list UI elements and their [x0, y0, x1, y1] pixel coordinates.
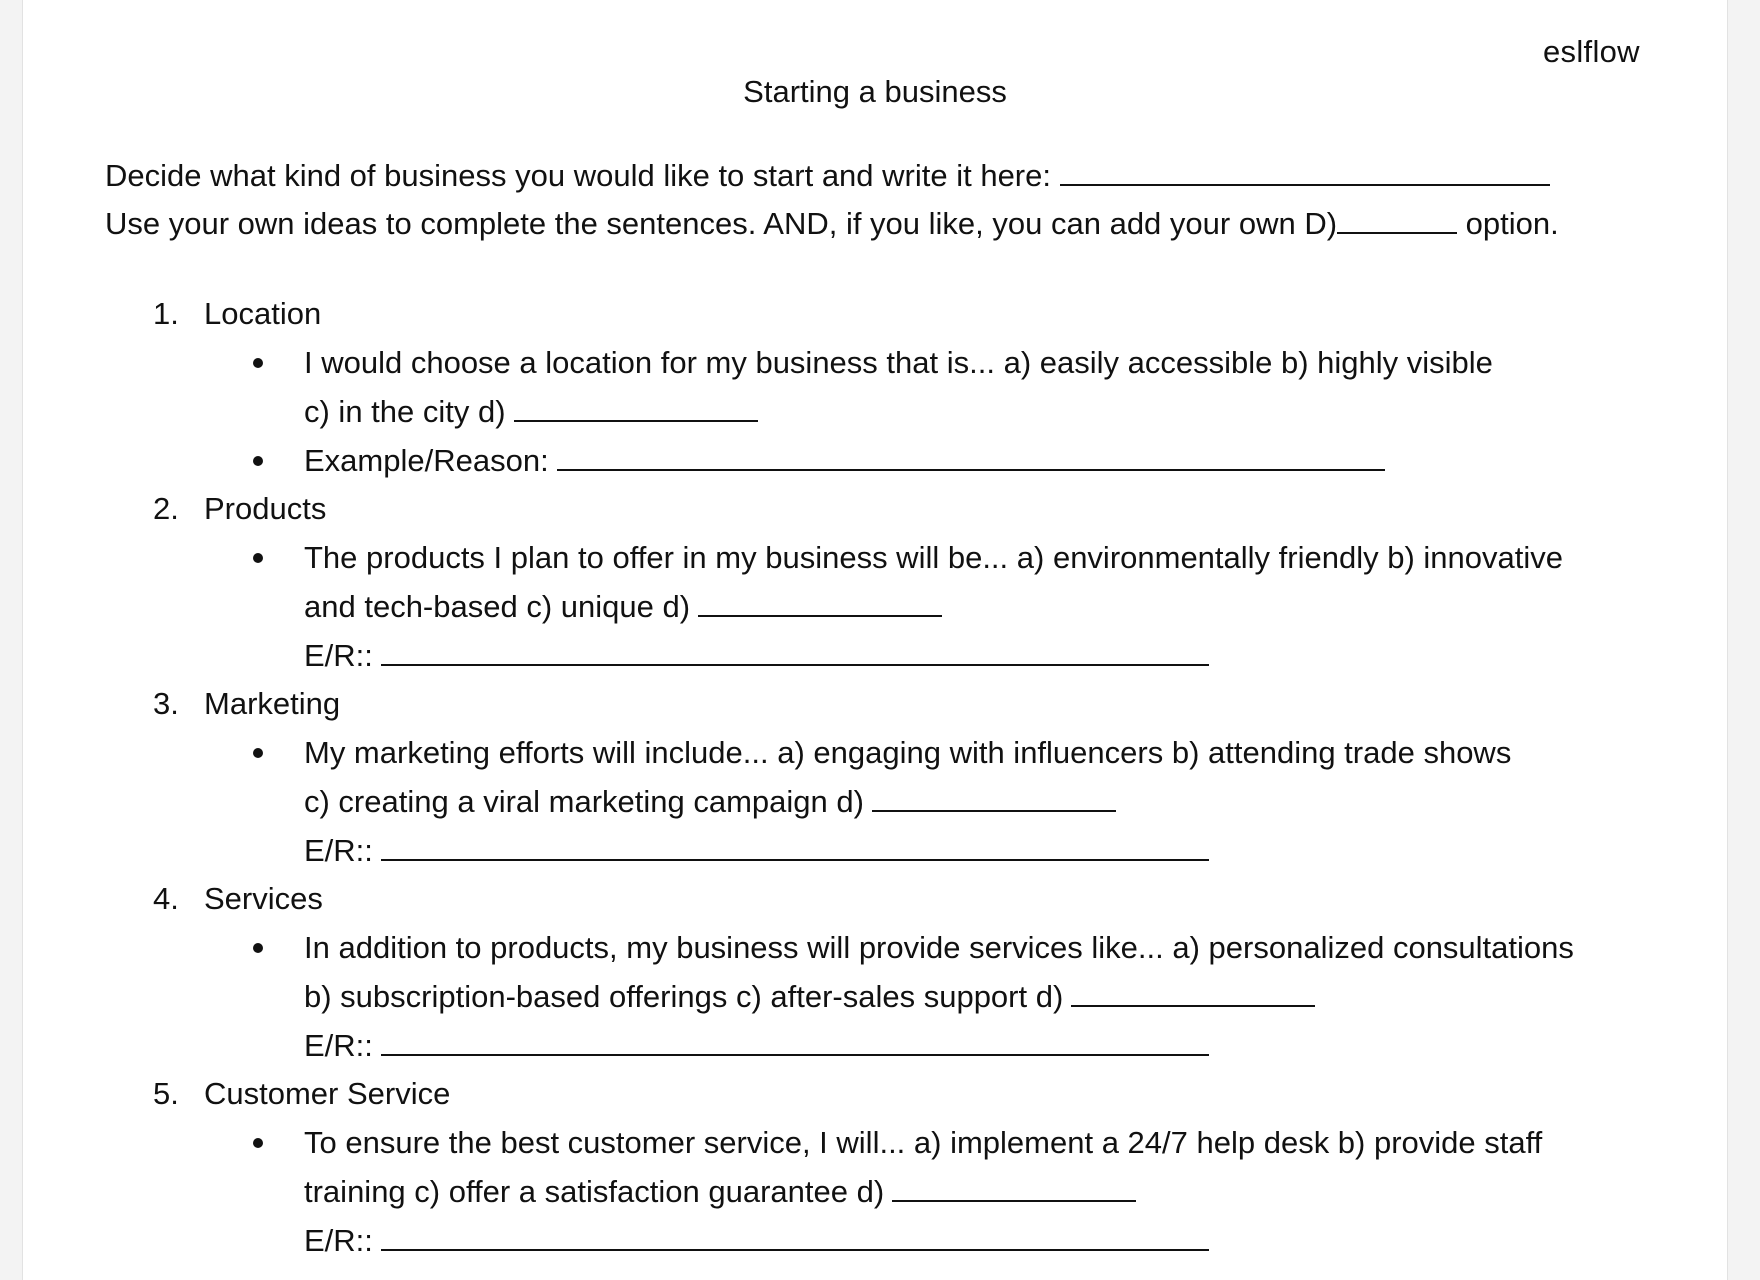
intro-text-2b: option. [1457, 206, 1559, 241]
reason-blank [381, 1221, 1209, 1251]
reason-label: E/R:: [304, 1223, 373, 1258]
list-item [23, 533, 1727, 582]
reason-blank [381, 1026, 1209, 1056]
reason-item [23, 436, 1727, 485]
section-heading [23, 875, 1727, 923]
bullet-icon [253, 553, 263, 563]
brand-logo-text: eslflow [1543, 34, 1640, 69]
reason-label: E/R:: [304, 833, 373, 868]
bullet-icon [253, 748, 263, 758]
bullet-icon [253, 1138, 263, 1148]
section-location [23, 290, 1727, 485]
list-item-continued [23, 1167, 1727, 1216]
intro-text-2a: Use your own ideas to complete the sentences. AND, if you like, you can add your own D) [105, 206, 1338, 241]
section-title: Customer Service [204, 1076, 451, 1111]
question-text-cont: c) in the city d) [304, 394, 506, 429]
list-item-continued [23, 972, 1727, 1021]
answer-blank [698, 587, 942, 617]
answer-blank [872, 782, 1116, 812]
worksheet-page [22, 0, 1728, 1280]
business-blank [1060, 156, 1550, 186]
answer-blank [892, 1172, 1136, 1202]
reason-label: E/R:: [304, 1028, 373, 1063]
section-number: 4. [153, 881, 179, 916]
bullet-icon [253, 943, 263, 953]
bullet-icon [253, 456, 263, 466]
section-marketing [23, 680, 1727, 875]
section-heading [23, 680, 1727, 728]
section-number: 5. [153, 1076, 179, 1111]
section-title: Services [204, 881, 323, 916]
question-text-cont: and tech-based c) unique d) [304, 589, 691, 624]
section-title: Marketing [204, 686, 341, 721]
reason-item [23, 1216, 1727, 1265]
section-customer-service [23, 1070, 1727, 1265]
reason-blank [381, 831, 1209, 861]
section-number: 1. [153, 296, 179, 331]
question-text: I would choose a location for my business that is... a) easily accessible b) highly visible [304, 345, 1493, 380]
section-title: Location [204, 296, 322, 331]
section-products [23, 485, 1727, 680]
list-item [23, 1118, 1727, 1167]
intro-text-1: Decide what kind of business you would like to start and write it here: [105, 158, 1060, 193]
section-heading [23, 290, 1727, 338]
reason-blank [381, 636, 1209, 666]
question-text: My marketing efforts will include... a) engaging with influencers b) attending trade shows [304, 735, 1512, 770]
bullet-icon [253, 358, 263, 368]
numbered-list [23, 290, 1727, 1265]
list-item [23, 338, 1727, 387]
page-title: Starting a business [743, 74, 1007, 109]
intro-line-1 [105, 156, 1550, 194]
section-services [23, 875, 1727, 1070]
list-item [23, 728, 1727, 777]
reason-label: Example/Reason: [304, 443, 549, 478]
option-d-blank [1337, 204, 1457, 234]
question-text-cont: b) subscription-based offerings c) after-sales support d) [304, 979, 1064, 1014]
section-title: Products [204, 491, 327, 526]
section-number: 2. [153, 491, 179, 526]
section-heading [23, 1070, 1727, 1118]
list-item-continued [23, 582, 1727, 631]
answer-blank [514, 392, 758, 422]
question-text: In addition to products, my business will provide services like... a) personalized consultations [304, 930, 1574, 965]
reason-item [23, 826, 1727, 875]
section-number: 3. [153, 686, 179, 721]
section-heading [23, 485, 1727, 533]
reason-label: E/R:: [304, 638, 373, 673]
question-text: To ensure the best customer service, I will... a) implement a 24/7 help desk b) provide staff [304, 1125, 1543, 1160]
question-text-cont: training c) offer a satisfaction guarantee d) [304, 1174, 885, 1209]
intro-line-2 [105, 204, 1559, 242]
question-text-cont: c) creating a viral marketing campaign d) [304, 784, 864, 819]
reason-item [23, 1021, 1727, 1070]
reason-item [23, 631, 1727, 680]
answer-blank [1071, 977, 1315, 1007]
question-text: The products I plan to offer in my business will be... a) environmentally friendly b) innovative [304, 540, 1563, 575]
reason-blank [557, 441, 1385, 471]
list-item-continued [23, 777, 1727, 826]
list-item-continued [23, 387, 1727, 436]
list-item [23, 923, 1727, 972]
